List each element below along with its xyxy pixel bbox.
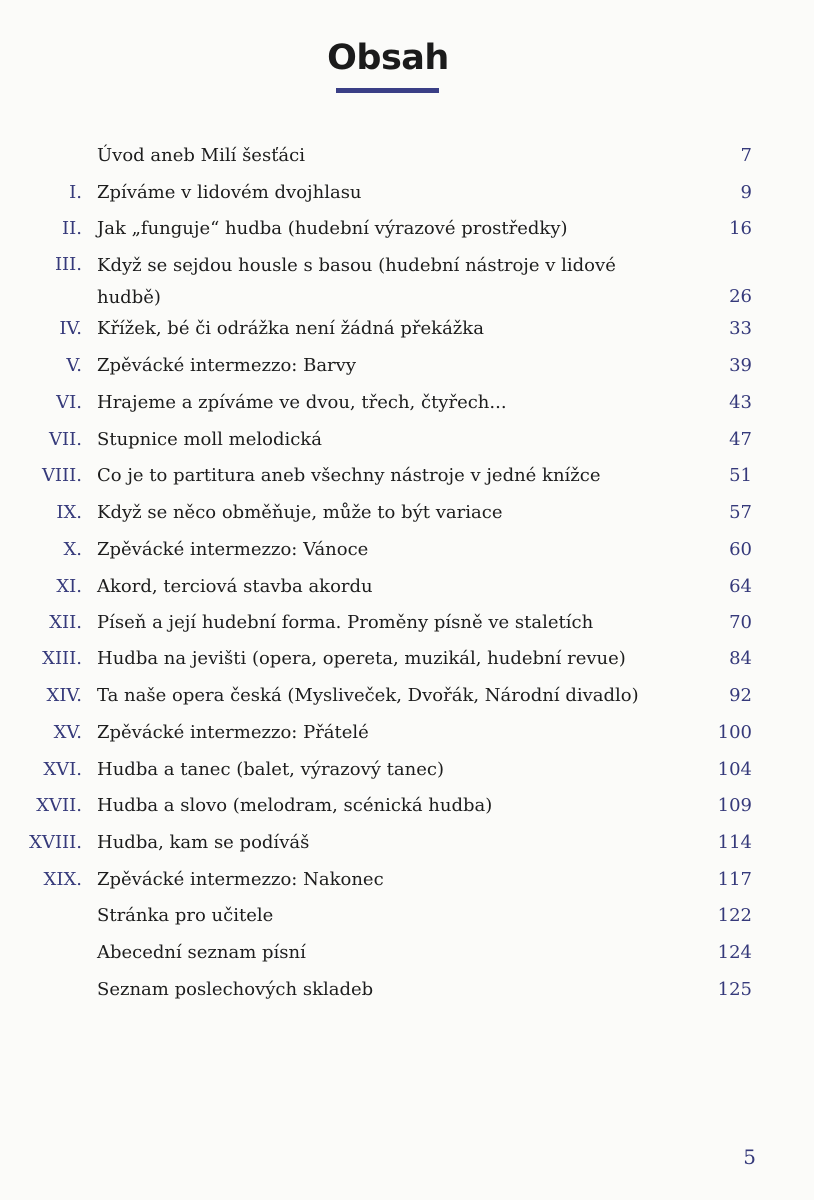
chapter-title: Jak „funguje“ hudba (hudební výrazové prostředky)	[97, 218, 568, 239]
chapter-title: Akord, terciová stavba akordu	[97, 576, 373, 597]
chapter-title: Co je to partitura aneb všechny nástroje v jedné knížce	[97, 465, 601, 486]
page-number: 117	[717, 869, 752, 890]
toc-entry	[0, 535, 814, 565]
folio-page-number: 5	[743, 1145, 756, 1169]
chapter-title: Když se něco obměňuje, může to být variace	[97, 502, 503, 523]
toc-entry	[0, 938, 814, 968]
chapter-title: Abecední seznam písní	[97, 942, 306, 963]
chapter-number: V.	[66, 355, 82, 376]
chapter-number: XI.	[56, 576, 82, 597]
chapter-number: III.	[54, 254, 82, 275]
page-number: 51	[729, 465, 752, 486]
chapter-title: Hrajeme a zpíváme ve dvou, třech, čtyřech...	[97, 392, 507, 413]
page-number: 114	[717, 832, 752, 853]
chapter-number: VI.	[56, 392, 82, 413]
toc-entry	[0, 828, 814, 858]
toc-entry	[0, 461, 814, 491]
chapter-number: XIX.	[43, 869, 82, 890]
toc-entry	[0, 351, 814, 381]
toc-entry	[0, 608, 814, 638]
page-number: 124	[717, 942, 752, 963]
toc-entry	[0, 425, 814, 455]
chapter-number: IV.	[59, 318, 82, 339]
chapter-number: VII.	[49, 429, 82, 450]
toc-entry	[0, 791, 814, 821]
page-number: 16	[729, 218, 752, 239]
toc-entry	[0, 498, 814, 528]
chapter-title: Seznam poslechových skladeb	[97, 979, 374, 1000]
chapter-number: XII.	[49, 612, 82, 633]
toc-entry	[0, 388, 814, 418]
page-number: 100	[717, 722, 752, 743]
chapter-number: XV.	[53, 722, 82, 743]
toc-entry	[0, 214, 814, 244]
chapter-title: Zpěvácké intermezzo: Nakonec	[97, 869, 384, 890]
page-number: 33	[729, 318, 752, 339]
page-number: 125	[717, 979, 752, 1000]
page-number: 122	[717, 905, 752, 926]
chapter-title: Zpíváme v lidovém dvojhlasu	[97, 182, 362, 203]
page-number: 26	[729, 286, 752, 307]
toc-entry	[0, 901, 814, 931]
chapter-number: XVII.	[36, 795, 82, 816]
chapter-title: Zpěvácké intermezzo: Vánoce	[97, 539, 369, 560]
page-number: 47	[729, 429, 752, 450]
chapter-title: Stupnice moll melodická	[97, 429, 322, 450]
toc-entry	[0, 975, 814, 1005]
chapter-title: Ta naše opera česká (Mysliveček, Dvořák, Národní divadlo)	[97, 685, 639, 706]
chapter-title: Zpěvácké intermezzo: Přátelé	[97, 722, 369, 743]
toc-entry	[0, 314, 814, 344]
chapter-number: IX.	[56, 502, 82, 523]
chapter-number: X.	[63, 539, 82, 560]
page-number: 70	[729, 612, 752, 633]
chapter-number: XVI.	[43, 759, 82, 780]
page-number: 57	[729, 502, 752, 523]
page-number: 43	[729, 392, 752, 413]
chapter-title: Když se sejdou housle s basou (hudební nástroje v lidové hudbě)	[97, 255, 616, 308]
toc-entry	[0, 178, 814, 208]
page-number: 7	[740, 145, 752, 166]
chapter-title: Úvod aneb Milí šesťáci	[97, 145, 305, 166]
chapter-title: Hudba na jevišti (opera, opereta, muzikál, hudební revue)	[97, 648, 626, 669]
chapter-title: Hudba a slovo (melodram, scénická hudba)	[97, 795, 493, 816]
toc-entry	[0, 755, 814, 785]
toc-entry	[0, 681, 814, 711]
chapter-title: Zpěvácké intermezzo: Barvy	[97, 355, 356, 376]
chapter-number: II.	[62, 218, 82, 239]
page-number: 9	[740, 182, 752, 203]
toc-entry	[0, 865, 814, 895]
chapter-title: Křížek, bé či odrážka není žádná překážka	[97, 318, 484, 339]
toc-entry	[0, 718, 814, 748]
chapter-title: Píseň a její hudební forma. Proměny písně ve staletích	[97, 612, 594, 633]
chapter-title: Hudba a tanec (balet, výrazový tanec)	[97, 759, 444, 780]
page-number: 109	[717, 795, 752, 816]
chapter-number: XIII.	[42, 648, 82, 669]
page-number: 84	[729, 648, 752, 669]
page-number: 92	[729, 685, 752, 706]
page-title: Obsah	[327, 38, 449, 78]
toc-entry	[0, 250, 814, 312]
chapter-number: XVIII.	[29, 832, 82, 853]
page-number: 60	[729, 539, 752, 560]
chapter-number: I.	[69, 182, 82, 203]
page-number: 104	[717, 759, 752, 780]
chapter-title: Hudba, kam se podíváš	[97, 832, 310, 853]
toc-entry	[0, 141, 814, 171]
chapter-number: VIII.	[41, 465, 82, 486]
page-number: 64	[729, 576, 752, 597]
toc-entry	[0, 572, 814, 602]
chapter-title: Stránka pro učitele	[97, 905, 274, 926]
page-number: 39	[729, 355, 752, 376]
chapter-number: XIV.	[46, 685, 82, 706]
toc-entry	[0, 644, 814, 674]
